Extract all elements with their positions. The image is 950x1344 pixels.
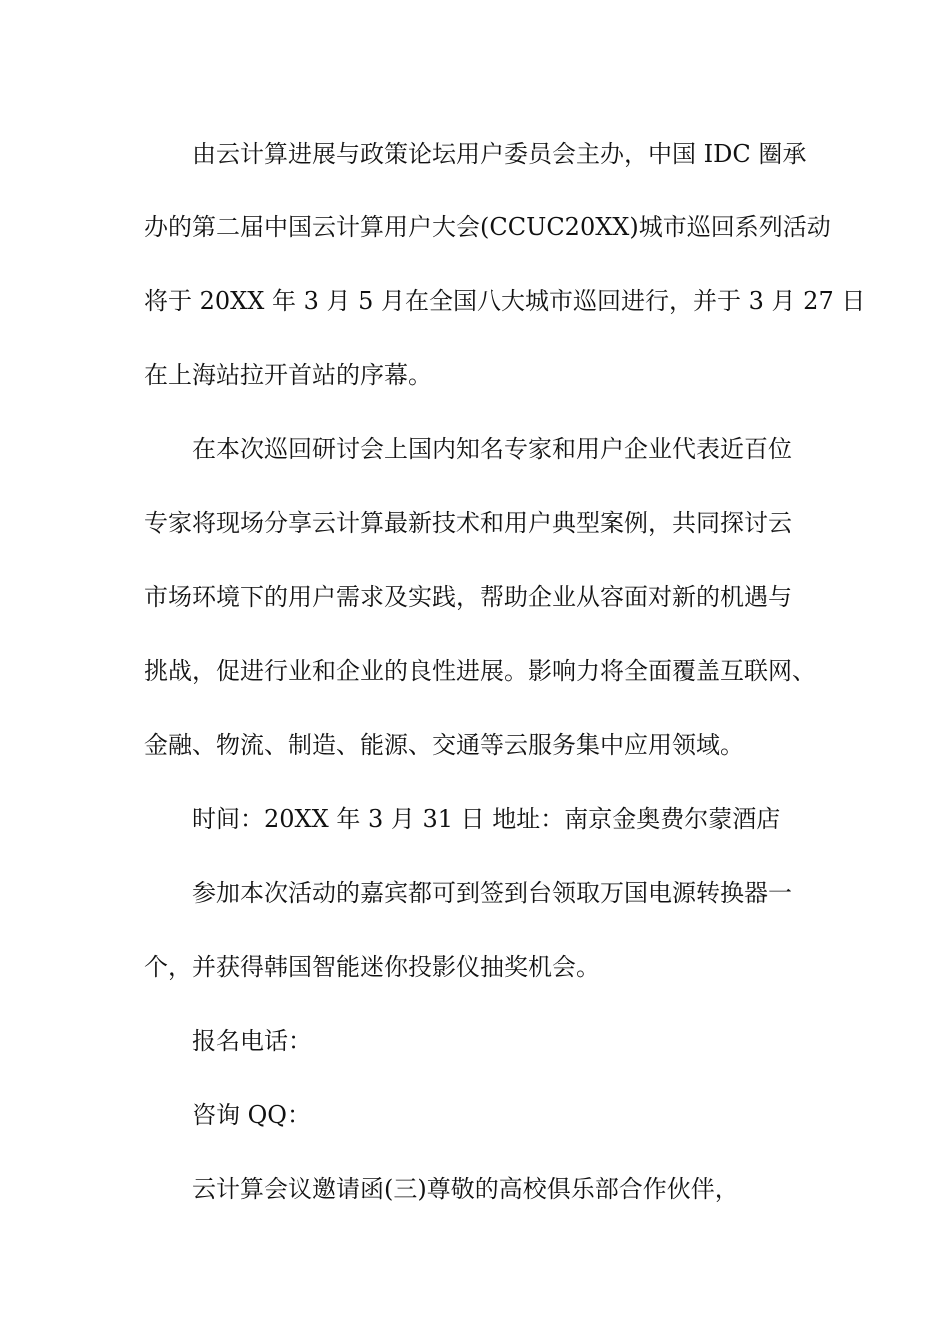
paragraph-1-line-4: 在上海站拉开首站的序幕。 — [144, 361, 432, 389]
paragraph-1-line-1: 由云计算进展与政策论坛用户委员会主办，中国 IDC 圈承 — [192, 140, 807, 168]
invitation-heading: 云计算会议邀请函(三)尊敬的高校俱乐部合作伙伴， — [192, 1175, 739, 1203]
paragraph-2-line-1: 在本次巡回研讨会上国内知名专家和用户企业代表近百位 — [192, 435, 792, 463]
paragraph-2-line-3: 市场环境下的用户需求及实践，帮助企业从容面对新的机遇与 — [144, 583, 792, 611]
paragraph-3-line-1: 参加本次活动的嘉宾都可到签到台领取万国电源转换器一 — [192, 879, 792, 907]
paragraph-2-line-5: 金融、物流、制造、能源、交通等云服务集中应用领域。 — [144, 731, 744, 759]
paragraph-3-line-2: 个，并获得韩国智能迷你投影仪抽奖机会。 — [144, 953, 600, 981]
paragraph-2-line-2: 专家将现场分享云计算最新技术和用户典型案例，共同探讨云 — [144, 509, 792, 537]
paragraph-1-line-3: 将于 20XX 年 3 月 5 月在全国八大城市巡回进行，并于 3 月 27 日 — [144, 287, 866, 315]
paragraph-2-line-4: 挑战，促进行业和企业的良性进展。影响力将全面覆盖互联网、 — [144, 657, 816, 685]
consult-qq: 咨询 QQ： — [192, 1101, 311, 1129]
paragraph-1-line-2: 办的第二届中国云计算用户大会(CCUC20XX)城市巡回系列活动 — [144, 213, 831, 241]
registration-phone: 报名电话： — [192, 1027, 312, 1055]
event-time-location: 时间：20XX 年 3 月 31 日 地址：南京金奥费尔蒙酒店 — [192, 805, 781, 833]
